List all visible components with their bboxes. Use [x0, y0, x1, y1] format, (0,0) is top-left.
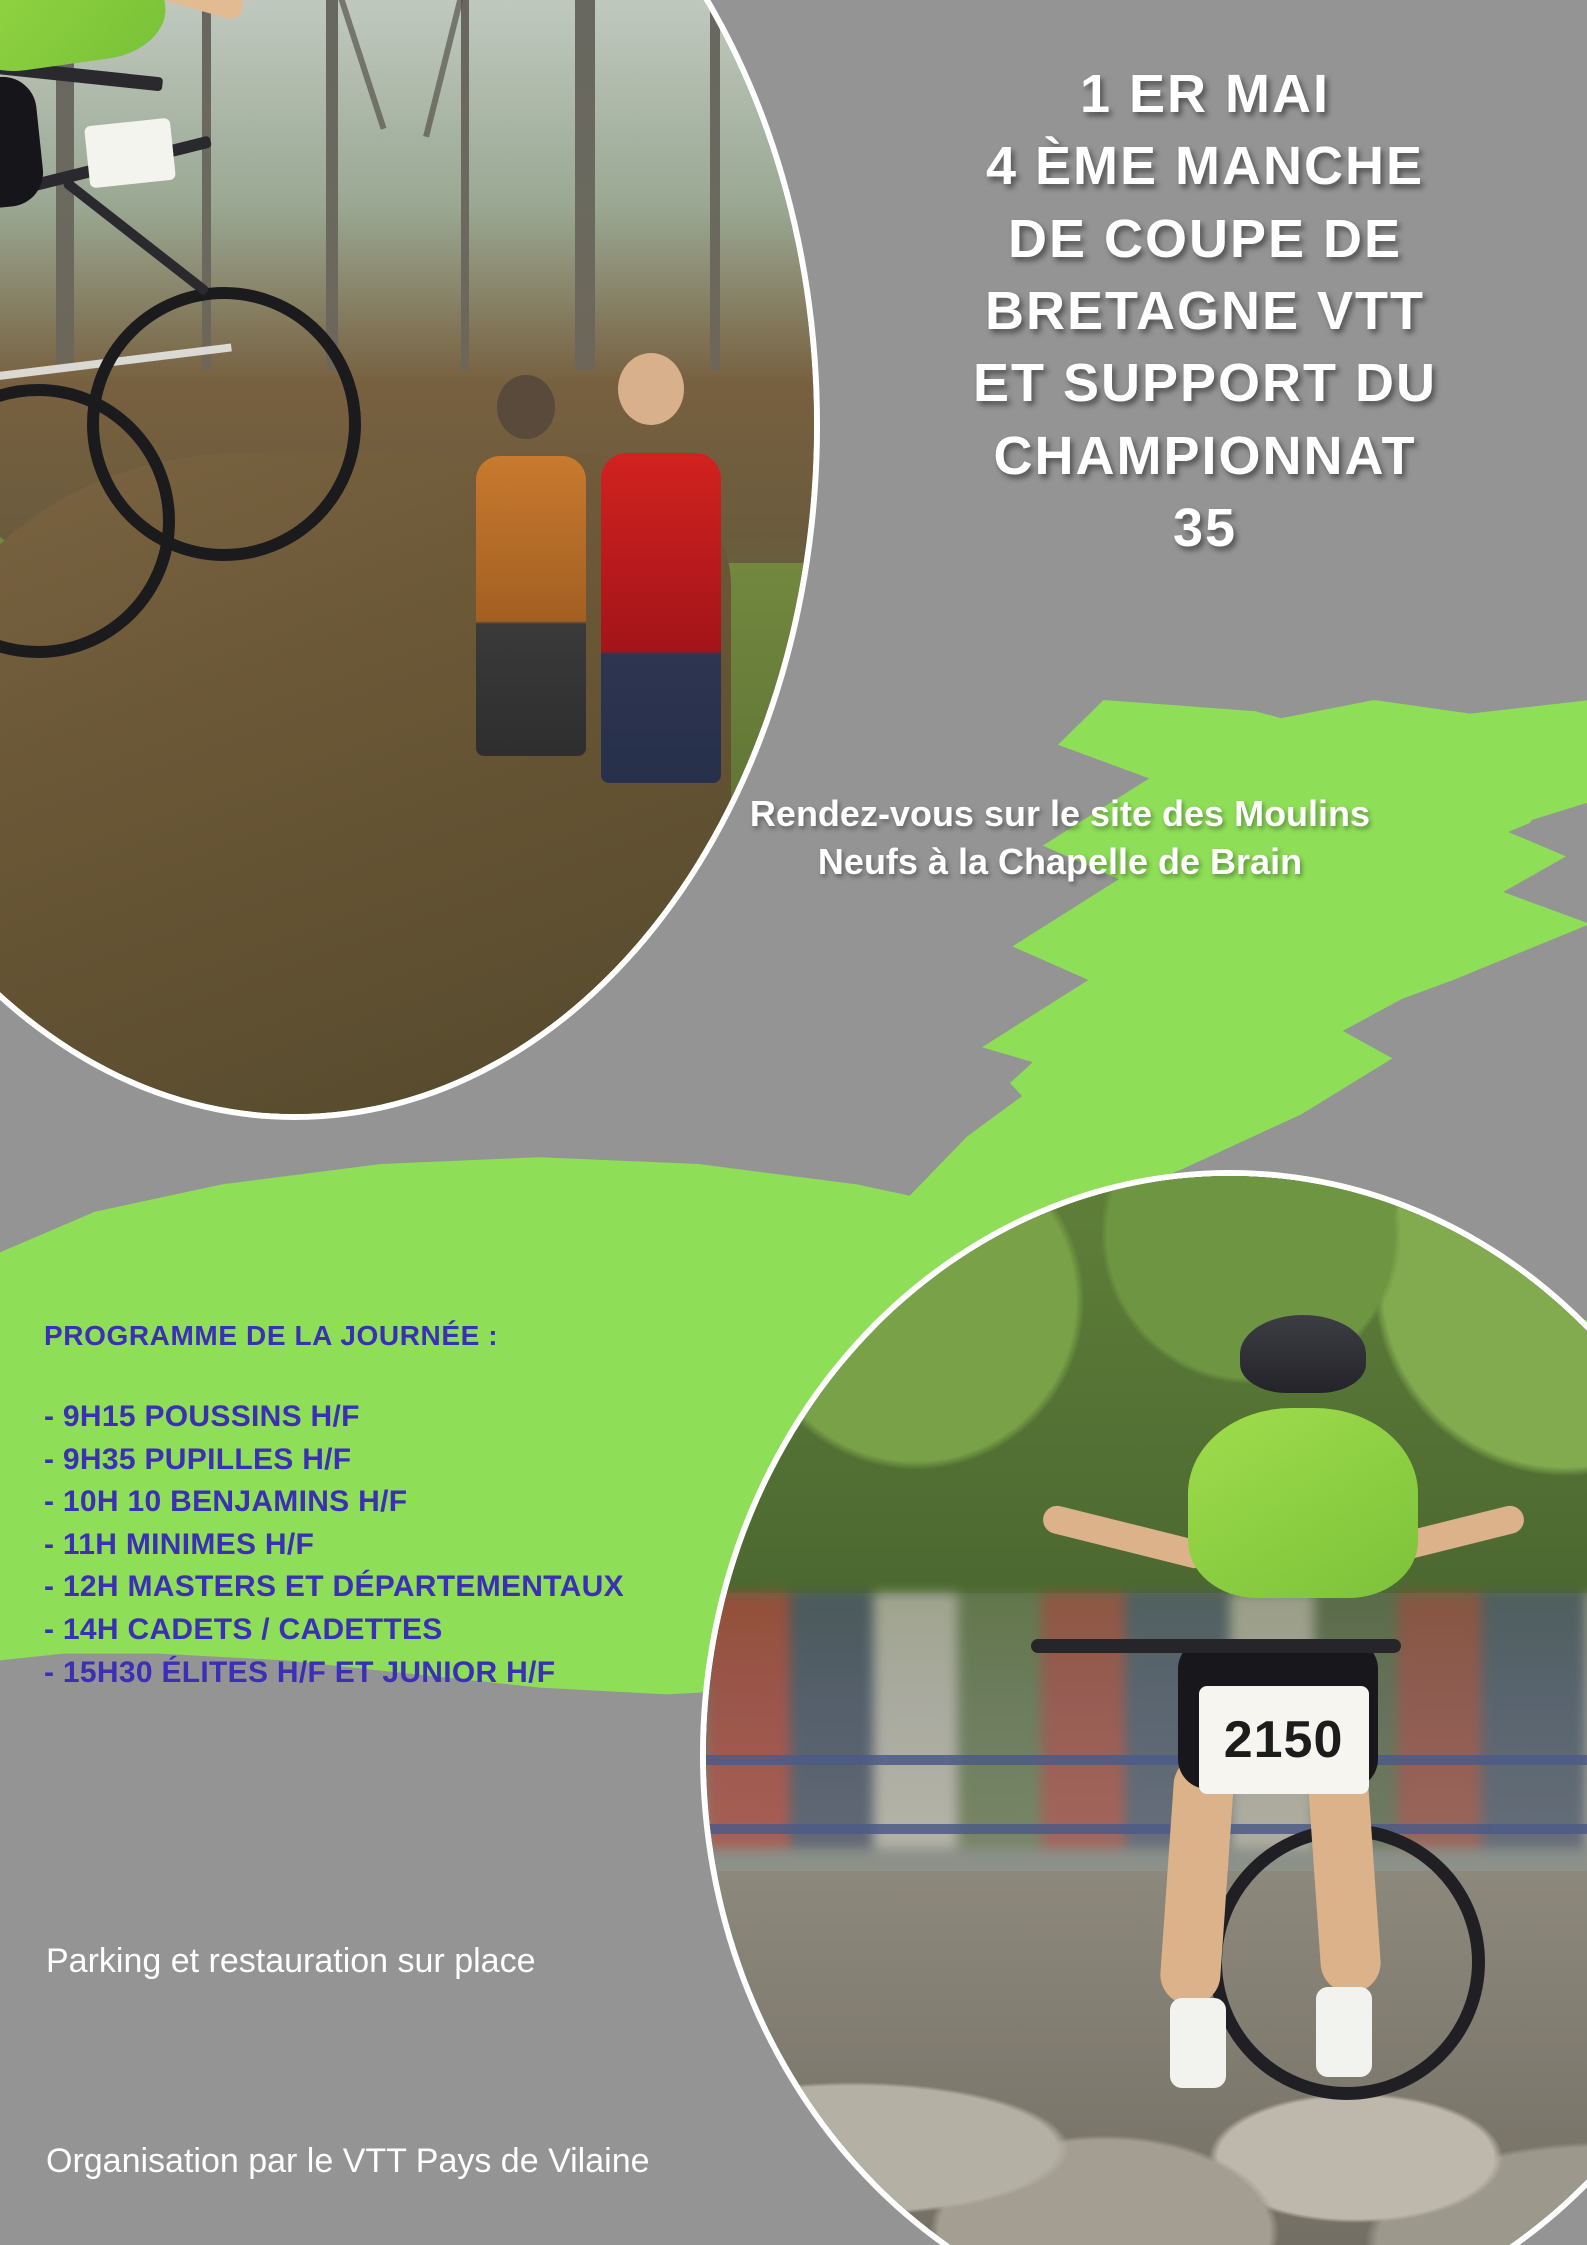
program-item: - 9H15 POUSSINS H/F — [44, 1400, 360, 1433]
title-line-6: CHAMPIONNAT — [993, 425, 1417, 486]
title-line-1: 1 ER MAI — [1079, 64, 1331, 124]
program-list — [44, 1396, 804, 1694]
program-item: - 12H MASTERS ET DÉPARTEMENTAUX — [44, 1570, 624, 1604]
photo-bottom-scene — [706, 1176, 1587, 2245]
program-item: - 14H CADETS / CADETTES — [44, 1612, 443, 1646]
parking-info-text: Parking et restauration sur place — [46, 1942, 536, 1980]
title-line-2: 4 ÈME MANCHE — [985, 136, 1425, 197]
program-item: - 9H35 PUPILLES H/F — [44, 1442, 352, 1476]
title-line-7: 35 — [1172, 498, 1238, 559]
organisation-text: Organisation par le VTT Pays de Vilaine — [46, 2142, 650, 2180]
program-item: - 15H30 ÉLITES H/F ET JUNIOR H/F — [44, 1655, 556, 1689]
program-block — [44, 1320, 804, 1694]
race-number-plate: 2150 — [1199, 1686, 1369, 1794]
event-location-text: Rendez-vous sur le site des Moulins Neufs à la Chapelle de Brain — [749, 793, 1371, 883]
title-line-5: ET SUPPORT DU — [972, 353, 1438, 414]
title-line-4: BRETAGNE VTT — [985, 281, 1425, 342]
photo-mountain-biker-top — [0, 0, 820, 1120]
photo-top-scene — [0, 0, 814, 1114]
program-heading: PROGRAMME DE LA JOURNÉE : — [44, 1320, 499, 1351]
photo-mountain-biker-bottom — [700, 1170, 1587, 2245]
poster-title — [880, 58, 1530, 565]
title-line-3: DE COUPE DE — [1007, 208, 1403, 269]
program-item: - 11H MINIMES H/F — [44, 1527, 315, 1561]
program-item: - 10H 10 BENJAMINS H/F — [44, 1485, 408, 1519]
